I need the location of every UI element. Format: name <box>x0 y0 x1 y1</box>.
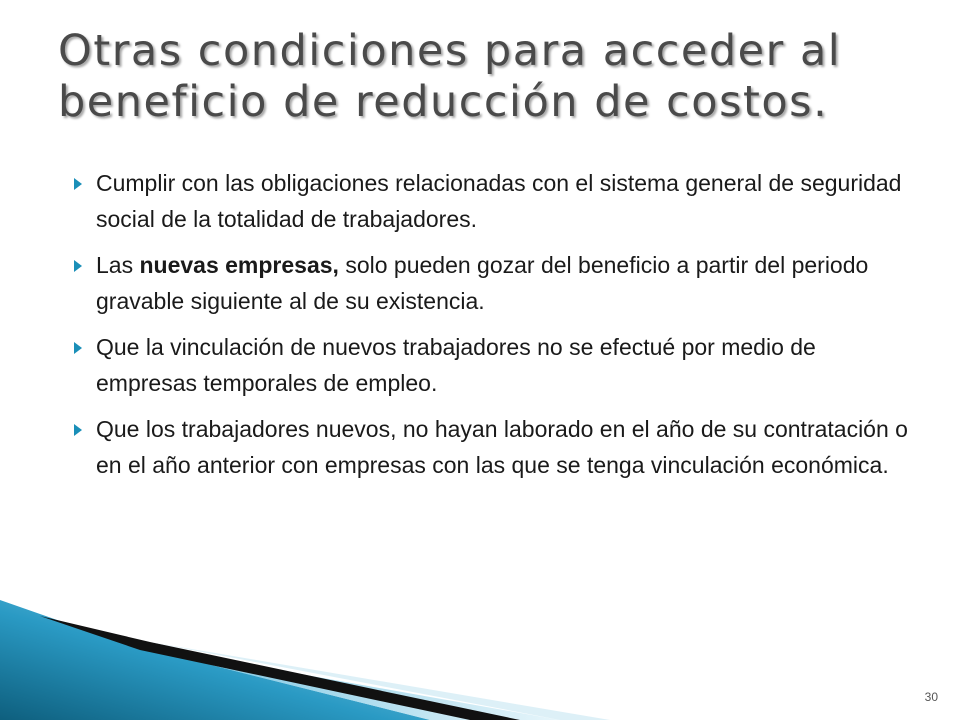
bullet-text: Que los trabajadores nuevos, no hayan laborado en el año de su contratación o en el año anterior con empresas con las que se tenga vinculación económica. <box>96 416 908 478</box>
bullet-list <box>70 165 910 493</box>
bullet-text: Las <box>96 252 140 278</box>
bullet-item <box>70 247 910 319</box>
bullet-text: solo pueden gozar del beneficio a partir del periodo gravable siguiente al de su existencia. <box>96 252 869 314</box>
bullet-text: Cumplir con las obligaciones relacionadas con el sistema general de seguridad social de la totalidad de trabajadores. <box>96 170 902 232</box>
bullet-item <box>70 411 910 483</box>
triangle-right-icon <box>74 342 82 354</box>
triangle-right-icon <box>74 260 82 272</box>
triangle-right-icon <box>74 178 82 190</box>
decorative-swoosh <box>0 580 620 720</box>
triangle-right-icon <box>74 424 82 436</box>
bullet-item <box>70 165 910 237</box>
slide-title: Otras condiciones para acceder al beneficio de reducción de costos. <box>58 26 842 127</box>
bullet-item <box>70 329 910 401</box>
bullet-emphasis: nuevas empresas, <box>139 252 339 278</box>
bullet-text: Que la vinculación de nuevos trabajadores no se efectué por medio de empresas temporales de empleo. <box>96 334 816 396</box>
page-number: 30 <box>924 690 938 704</box>
